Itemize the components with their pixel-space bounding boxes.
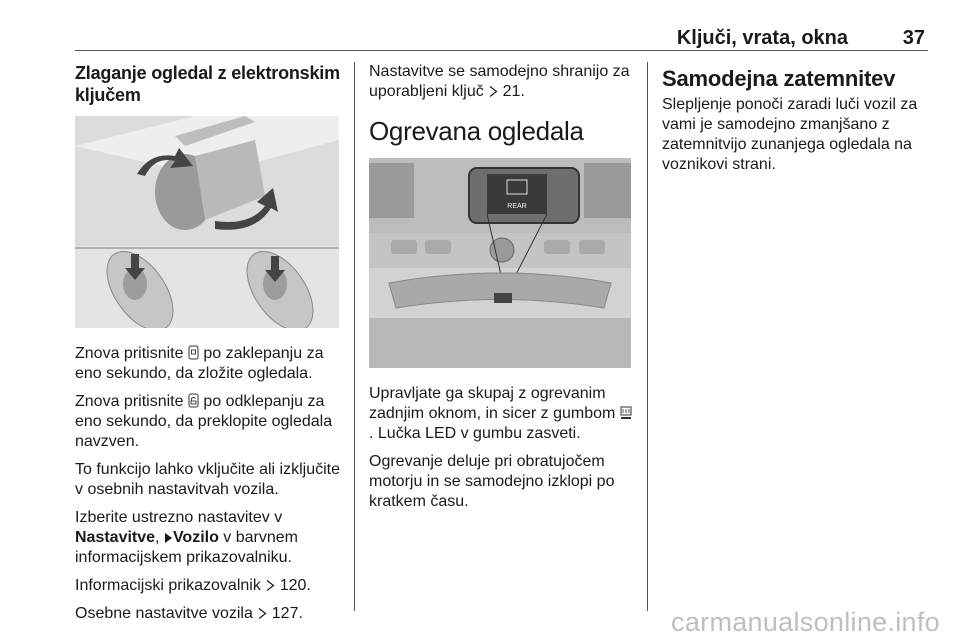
section-heading-auto-dimming: Samodejna zatemnitev <box>662 66 896 91</box>
column-3 <box>662 62 928 183</box>
column-divider-1 <box>354 62 355 611</box>
column-divider-2 <box>647 62 648 611</box>
header-rule <box>75 50 928 51</box>
mirror-folding-figure <box>75 116 339 328</box>
column-1 <box>75 62 343 632</box>
page-header <box>75 26 928 50</box>
col2-paragraph-1: Nastavitve se samodejno shranijo za uporabljeni ključ 21. <box>369 63 630 100</box>
watermark: carmanualsonline.info <box>671 607 940 637</box>
col1-paragraph-6: Osebne nastavitve vozila 127. <box>75 605 303 622</box>
rear-defrost-icon <box>620 406 632 420</box>
col3-paragraph-1: Slepljenje ponoči zaradi luči vozil za vami je samodejno zmanjšano z zatemnitvijo zunanjega ogledala na voznikovi strani. <box>662 96 918 173</box>
section-heading-mirror-folding: Zlaganje ogledal z elektronskim ključem <box>75 63 340 105</box>
page-title: Ključi, vrata, okna <box>676 27 848 49</box>
col2-paragraph-3: Ogrevanje deluje pri obratujočem motorju in se samodejno izklopi po kratkem času. <box>369 453 615 510</box>
col1-paragraph-5: Informacijski prikazovalnik 120. <box>75 577 311 594</box>
forward-arrow-icon <box>164 532 173 544</box>
col1-paragraph-1: Znova pritisnite po zaklepanju za eno sekundo, da zložite ogledala. <box>75 345 324 382</box>
ref-arrow-icon <box>488 85 498 98</box>
rear-button-label: REAR <box>507 203 527 210</box>
column-2 <box>369 62 633 520</box>
page-number: 37 <box>902 27 925 49</box>
col2-paragraph-2: Upravljate ga skupaj z ogrevanim zadnjim oknom, in sicer z gumbom . Lučka LED v gumbu zasveti. <box>369 384 633 444</box>
lock-icon <box>188 345 199 360</box>
col1-paragraph-2: Znova pritisnite po odklepanju za eno sekundo, da preklopite ogledala navzven. <box>75 393 333 450</box>
heated-mirror-figure <box>369 158 631 368</box>
unlock-icon <box>188 393 199 408</box>
section-heading-heated-mirrors: Ogrevana ogledala <box>369 116 584 146</box>
col1-paragraph-3: To funkcijo lahko vključite ali izključite v osebnih nastavitvah vozila. <box>75 461 340 498</box>
ref-arrow-icon <box>257 607 267 620</box>
ref-arrow-icon <box>265 579 275 592</box>
col1-paragraph-4: Izberite ustrezno nastavitev v Nastavitve, Vozilo v barvnem informacijskem prikazovalniku. <box>75 509 298 566</box>
